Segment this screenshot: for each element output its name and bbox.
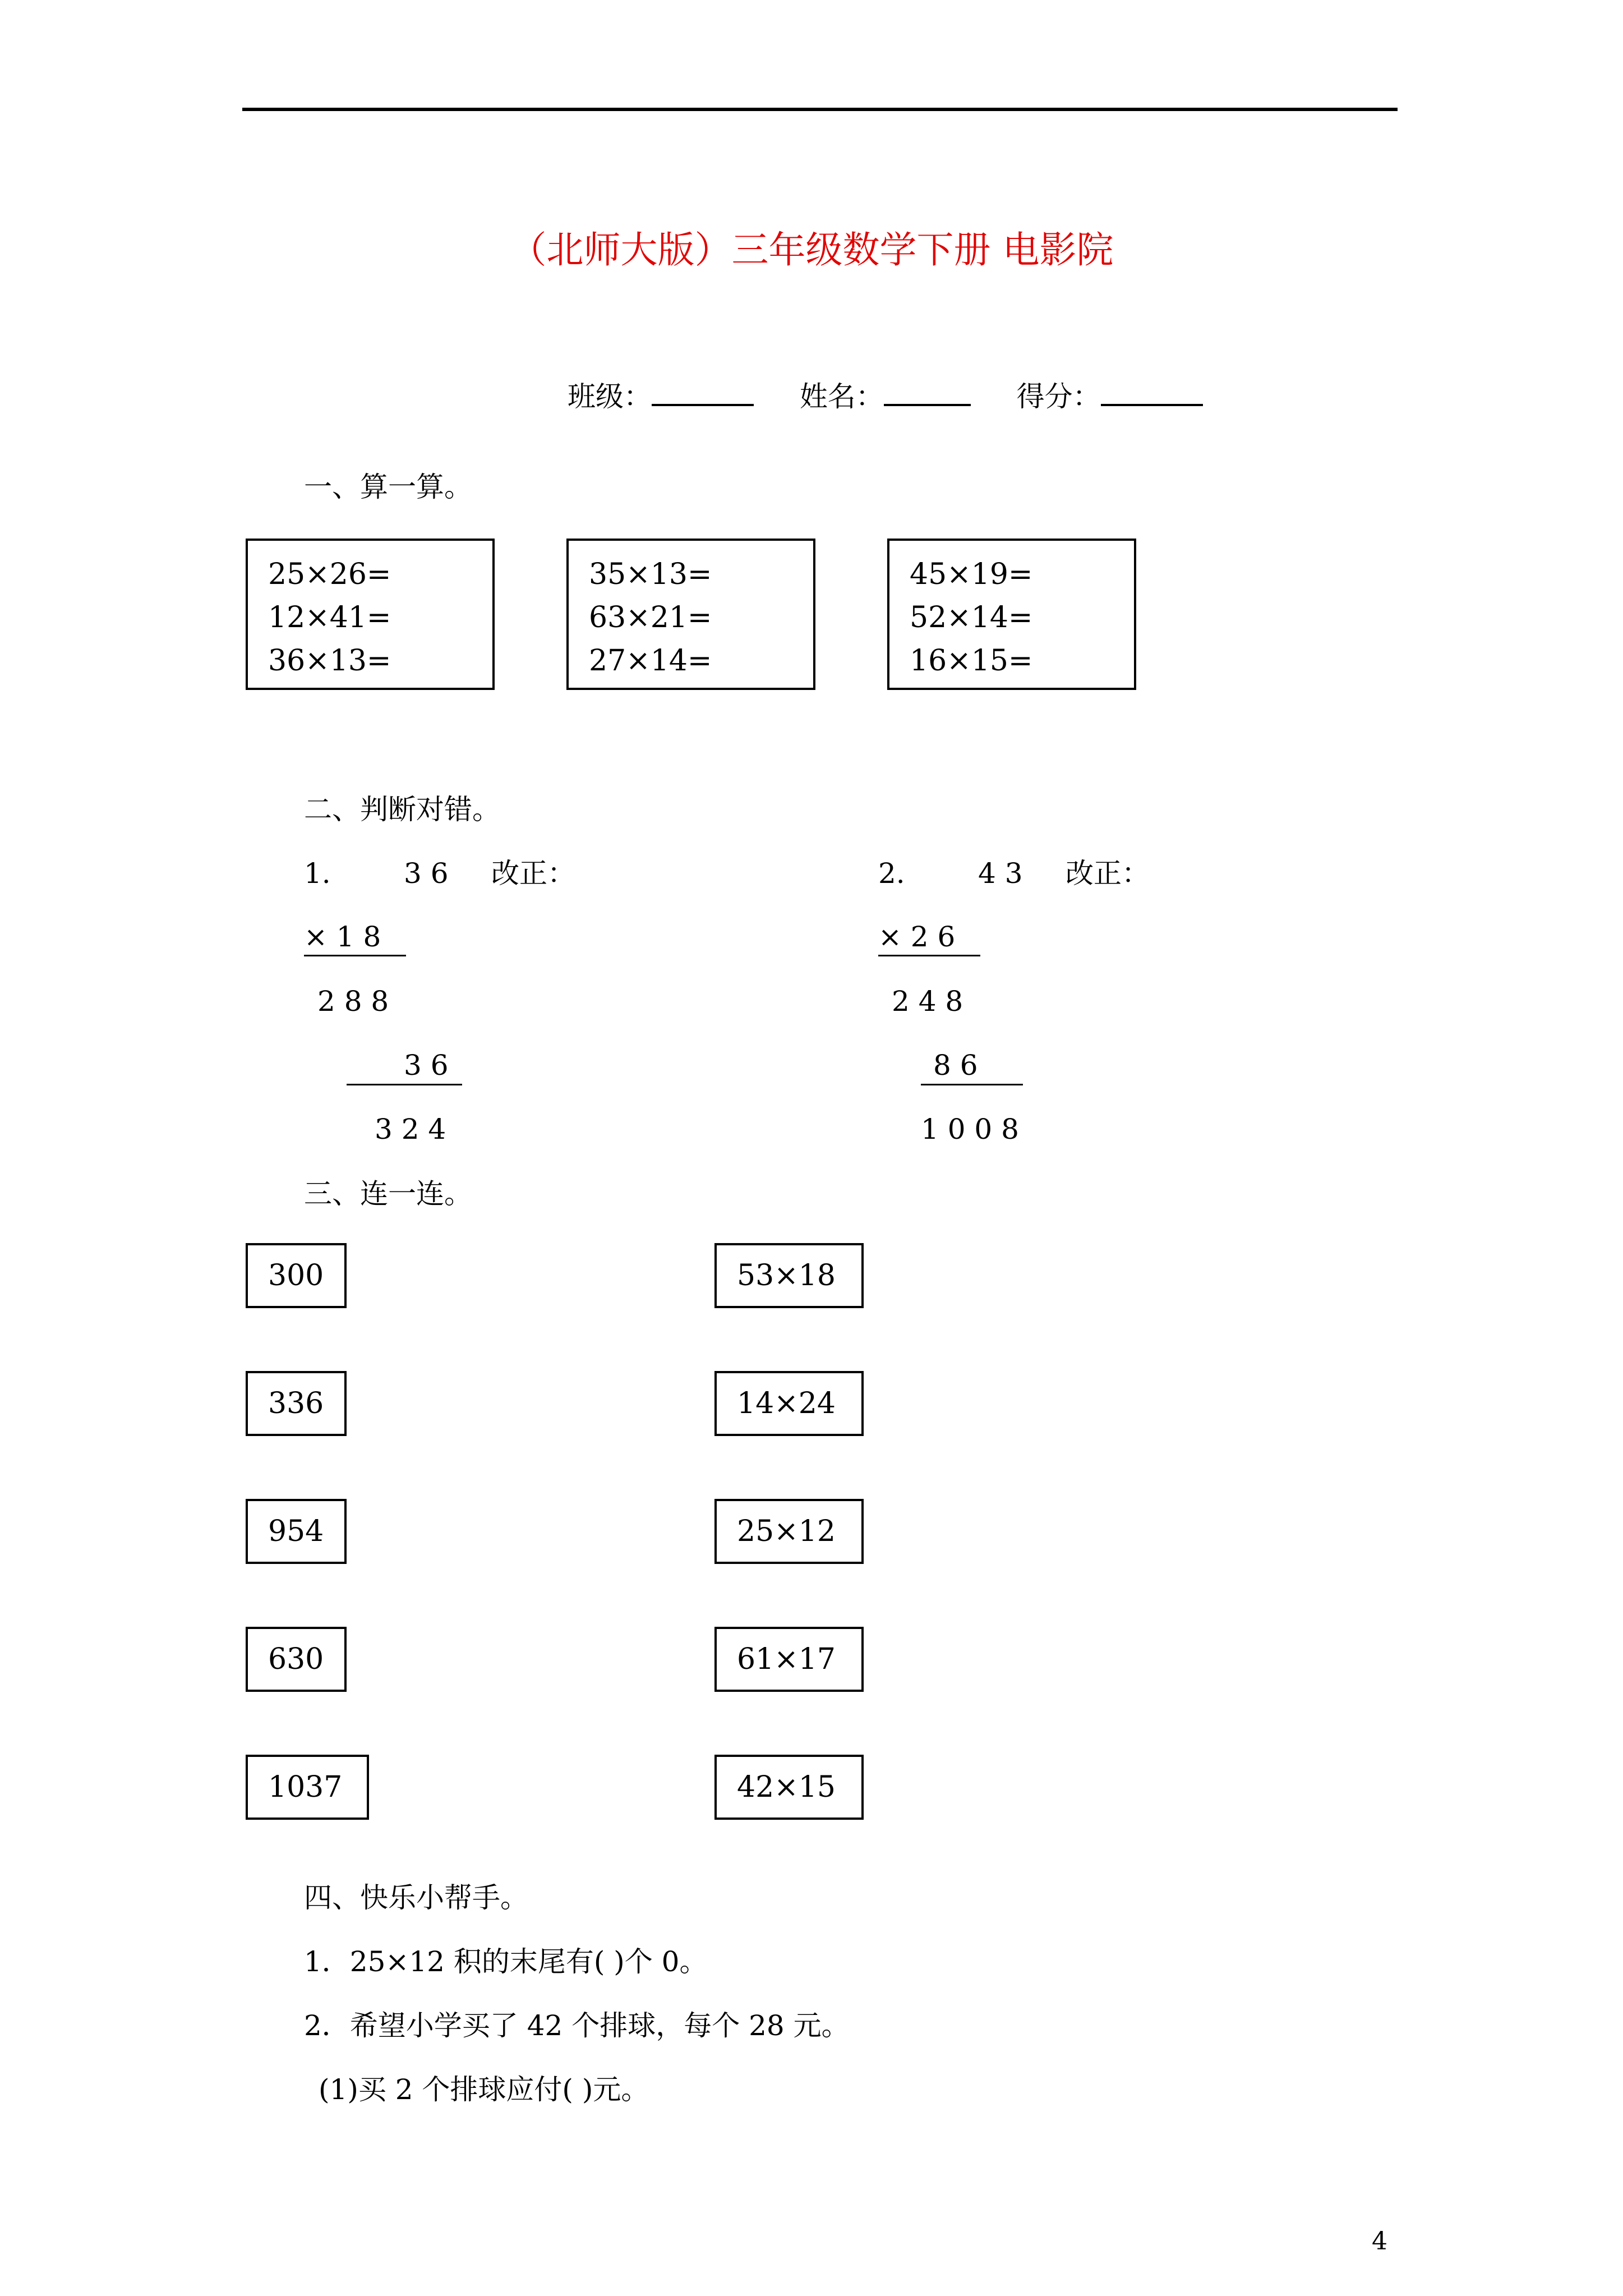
judge-2-partial-2: 8 6 <box>933 1049 978 1082</box>
match-right-item[interactable]: 25×12 <box>714 1499 864 1564</box>
judge-2-rule-1 <box>878 955 980 956</box>
judge-1-multiplier: × 1 8 <box>304 921 381 953</box>
match-left-item[interactable]: 954 <box>246 1499 347 1564</box>
calc-group-1 <box>246 539 495 690</box>
judge-2-multiplier: × 2 6 <box>878 921 956 953</box>
calc-item: 27×14= <box>589 644 712 678</box>
judge-2-number: 2. <box>878 857 905 890</box>
calc-group-2 <box>566 539 815 690</box>
judge-1-result: 3 2 4 <box>375 1113 446 1145</box>
class-label: 班级： <box>568 380 652 413</box>
judge-1-partial-2: 3 6 <box>404 1049 449 1082</box>
match-right-item[interactable]: 14×24 <box>714 1371 864 1436</box>
name-label: 姓名： <box>799 380 884 413</box>
judge-1-number: 1. <box>304 857 331 890</box>
match-left-item[interactable]: 1037 <box>246 1755 369 1820</box>
calc-item: 12×41= <box>268 601 391 634</box>
judge-2-rule-2 <box>921 1084 1023 1085</box>
judge-2-top: 4 3 <box>978 857 1023 890</box>
calc-item: 45×19= <box>910 558 1033 591</box>
top-rule <box>242 108 1398 111</box>
judge-1-rule-2 <box>347 1084 462 1085</box>
calc-item: 16×15= <box>910 644 1033 678</box>
calc-item: 35×13= <box>589 558 712 591</box>
class-blank[interactable] <box>652 377 754 406</box>
judge-1-partial-1: 2 8 8 <box>317 985 389 1018</box>
match-left-item[interactable]: 630 <box>246 1627 347 1692</box>
section2-heading: 二、判断对错。 <box>304 793 500 826</box>
judge-2-partial-1: 2 4 8 <box>892 985 963 1018</box>
question-2-1: (1)买 2 个排球应付( )元。 <box>319 2073 649 2106</box>
page-number: 4 <box>1372 2227 1387 2256</box>
question-1: 1．25×12 积的末尾有( )个 0。 <box>304 1945 708 1978</box>
match-right-item[interactable]: 61×17 <box>714 1627 864 1692</box>
calc-group-3 <box>887 539 1136 690</box>
score-label: 得分： <box>1016 380 1101 413</box>
section3-heading: 三、连一连。 <box>304 1177 472 1210</box>
section1-heading: 一、算一算。 <box>304 471 472 503</box>
calc-item: 25×26= <box>268 558 391 591</box>
judge-1-top: 3 6 <box>404 857 449 890</box>
match-left-item[interactable]: 336 <box>246 1371 347 1436</box>
calc-item: 36×13= <box>268 644 391 678</box>
info-line <box>568 377 1203 411</box>
match-right-item[interactable]: 42×15 <box>714 1755 864 1820</box>
score-blank[interactable] <box>1101 377 1203 406</box>
name-blank[interactable] <box>884 377 971 406</box>
match-left-item[interactable]: 300 <box>246 1243 347 1308</box>
judge-1-fix-label: 改正： <box>491 857 575 890</box>
calc-item: 52×14= <box>910 601 1033 634</box>
judge-2-fix-label: 改正： <box>1066 857 1150 890</box>
question-2: 2．希望小学买了 42 个排球，每个 28 元。 <box>304 2009 850 2042</box>
section4-heading: 四、快乐小帮手。 <box>304 1881 528 1914</box>
calc-item: 63×21= <box>589 601 712 634</box>
page-title: （北师大版）三年级数学下册 电影院 <box>509 228 1114 272</box>
match-right-item[interactable]: 53×18 <box>714 1243 864 1308</box>
judge-1-rule-1 <box>304 955 406 956</box>
judge-2-result: 1 0 0 8 <box>921 1113 1019 1145</box>
